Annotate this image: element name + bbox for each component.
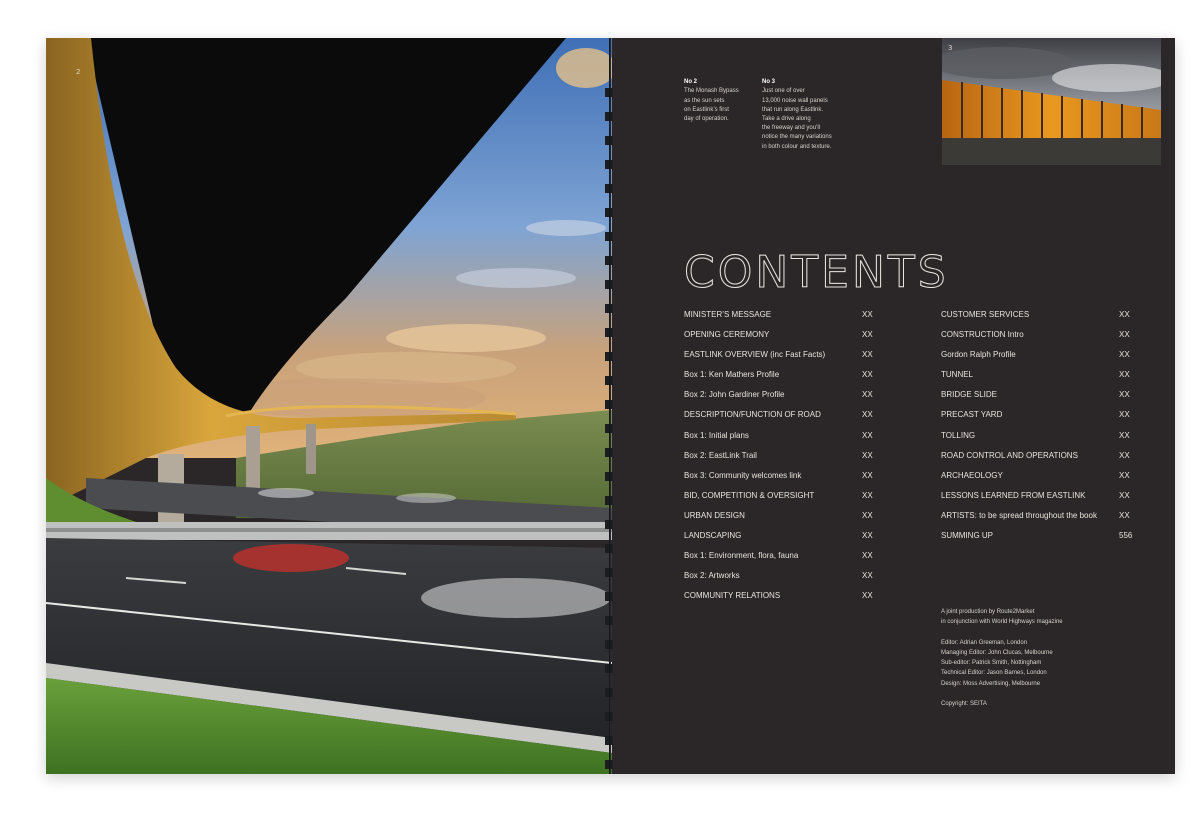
toc-entry-page: XX xyxy=(862,591,873,601)
toc-entry xyxy=(684,531,884,551)
toc-entry-page: XX xyxy=(862,450,873,460)
caption-number: No 2 xyxy=(684,79,698,86)
toc-entry xyxy=(684,591,884,611)
toc-entry-page: XX xyxy=(1119,510,1130,520)
toc-entry-page: XX xyxy=(862,571,873,581)
toc-entry-label: Box 2: EastLink Trail xyxy=(684,450,757,460)
toc-entry-page: XX xyxy=(862,510,873,520)
left-page-photo xyxy=(46,38,612,774)
left-page-number: 2 xyxy=(76,68,81,76)
caption-text: The Monash Bypass as the sun sets on Eastlink’s first day of operation. xyxy=(684,88,739,123)
toc-entry-page: XX xyxy=(1119,370,1130,380)
credit-managing-editor: Managing Editor: John Clucas, Melbourne xyxy=(941,649,1053,656)
fold-line xyxy=(609,38,610,774)
toc-entry xyxy=(941,390,1141,410)
toc-entry xyxy=(941,350,1141,370)
credit-intro-line: A joint production by Route2Market xyxy=(941,609,1035,615)
toc-entry-label: ARCHAEOLOGY xyxy=(941,470,1003,480)
toc-entry-page: XX xyxy=(1119,430,1130,440)
toc-entry-label: PRECAST YARD xyxy=(941,410,1003,420)
toc-entry-label: ROAD CONTROL AND OPERATIONS xyxy=(941,450,1078,460)
credit-copyright: Copyright: SEITA xyxy=(941,701,987,708)
toc-entry-label: Box 1: Environment, flora, fauna xyxy=(684,551,799,561)
noise-wall-photo xyxy=(942,38,1161,165)
toc-entry xyxy=(684,471,884,491)
toc-entry-label: TOLLING xyxy=(941,430,976,440)
magazine-spread xyxy=(46,38,1175,774)
toc-entry-page: XX xyxy=(1119,490,1130,500)
toc-entry-label: OPENING CEREMONY xyxy=(684,330,770,340)
toc-entry-page: XX xyxy=(1119,450,1130,460)
toc-entry-label: TUNNEL xyxy=(941,370,974,380)
caption-no-2 xyxy=(684,69,739,124)
toc-entry-label: EASTLINK OVERVIEW (inc Fast Facts) xyxy=(684,350,826,360)
toc-entry-label: Box 3: Community welcomes link xyxy=(684,470,802,480)
toc-entry-page: 556 xyxy=(1119,531,1133,541)
toc-entry-label: COMMUNITY RELATIONS xyxy=(684,591,781,601)
credit-sub-editor: Sub-editor: Patrick Smith, Nottingham xyxy=(941,660,1042,667)
toc-entry-label: SUMMING UP xyxy=(941,531,993,541)
toc-entry-label: Box 1: Initial plans xyxy=(684,430,749,440)
toc-entry xyxy=(684,451,884,471)
toc-entry xyxy=(941,330,1141,350)
toc-entry-label: CONSTRUCTION Intro xyxy=(941,330,1024,340)
toc-entry xyxy=(684,370,884,390)
credit-technical-editor: Technical Editor: Jason Barnes, London xyxy=(941,670,1047,677)
toc-entry-page: XX xyxy=(862,310,873,319)
caption-no-3 xyxy=(762,69,832,152)
credit-design: Design: Moss Advertising, Melbourne xyxy=(941,680,1041,687)
toc-entry xyxy=(684,350,884,370)
toc-entry-page: XX xyxy=(862,370,873,380)
toc-entry xyxy=(941,310,1141,330)
caption-text: Just one of over 13,000 noise wall panels that run along Eastlink. Take a drive along the freeway and you’ll notice the many variations in both colour and texture. xyxy=(762,88,832,150)
toc-entry xyxy=(684,410,884,430)
toc-entry xyxy=(684,310,884,330)
toc-entry-page: XX xyxy=(1119,330,1130,340)
toc-entry xyxy=(684,491,884,511)
toc-entry-label: ARTISTS: to be spread throughout the book xyxy=(941,510,1097,520)
toc-entry xyxy=(684,511,884,531)
toc-entry xyxy=(684,571,884,591)
credit-intro-line: in conjunction with World Highways magazine xyxy=(941,619,1063,626)
toc-entry xyxy=(941,451,1141,471)
toc-entry xyxy=(684,390,884,410)
toc-entry-label: URBAN DESIGN xyxy=(684,510,745,520)
toc-entry xyxy=(941,511,1141,531)
toc-entry xyxy=(941,410,1141,430)
toc-entry-label: CUSTOMER SERVICES xyxy=(941,310,1030,319)
toc-entry-page: XX xyxy=(1119,350,1130,360)
toc-entry-label: BRIDGE SLIDE xyxy=(941,390,998,400)
toc-entry-label: Gordon Ralph Profile xyxy=(941,350,1016,360)
toc-entry-page: XX xyxy=(1119,310,1130,319)
toc-entry-page: XX xyxy=(862,531,873,541)
toc-entry-label: Box 1: Ken Mathers Profile xyxy=(684,370,780,380)
noise-wall-image xyxy=(942,38,1161,165)
contents-title: CONTENTS xyxy=(684,247,949,298)
toc-entry-page: XX xyxy=(862,470,873,480)
toc-entry-page: XX xyxy=(862,410,873,420)
toc-entry-page: XX xyxy=(862,350,873,360)
toc-entry-label: DESCRIPTION/FUNCTION OF ROAD xyxy=(684,410,821,420)
toc-right-column xyxy=(941,310,1141,551)
toc-entry xyxy=(941,491,1141,511)
toc-entry xyxy=(684,330,884,350)
toc-entry xyxy=(684,431,884,451)
toc-entry-label: BID, COMPETITION & OVERSIGHT xyxy=(684,490,815,500)
caption-number: No 3 xyxy=(762,79,776,86)
toc-entry-label: LANDSCAPING xyxy=(684,531,742,541)
toc-entry xyxy=(941,431,1141,451)
toc-entry-page: XX xyxy=(862,490,873,500)
toc-left-column xyxy=(684,310,884,611)
toc-entry-page: XX xyxy=(1119,390,1130,400)
toc-entry xyxy=(941,370,1141,390)
right-page-number: 3 xyxy=(948,44,953,52)
toc-entry-page: XX xyxy=(862,390,873,400)
toc-entry-page: XX xyxy=(862,430,873,440)
toc-entry xyxy=(684,551,884,571)
toc-entry-label: LESSONS LEARNED FROM EASTLINK xyxy=(941,490,1086,500)
overpass-photo xyxy=(46,38,612,774)
toc-entry-page: XX xyxy=(862,551,873,561)
toc-entry-label: MINISTER’S MESSAGE xyxy=(684,310,772,319)
credit-editor: Editor: Adrian Greeman, London xyxy=(941,639,1028,646)
toc-entry-page: XX xyxy=(1119,470,1130,480)
toc-entry-page: XX xyxy=(862,330,873,340)
toc-entry-label: Box 2: John Gardiner Profile xyxy=(684,390,785,400)
toc-entry-page: XX xyxy=(1119,410,1130,420)
production-credits xyxy=(941,607,1161,709)
toc-entry-label: Box 2: Artworks xyxy=(684,571,740,581)
toc-entry xyxy=(941,531,1141,551)
toc-entry xyxy=(941,471,1141,491)
